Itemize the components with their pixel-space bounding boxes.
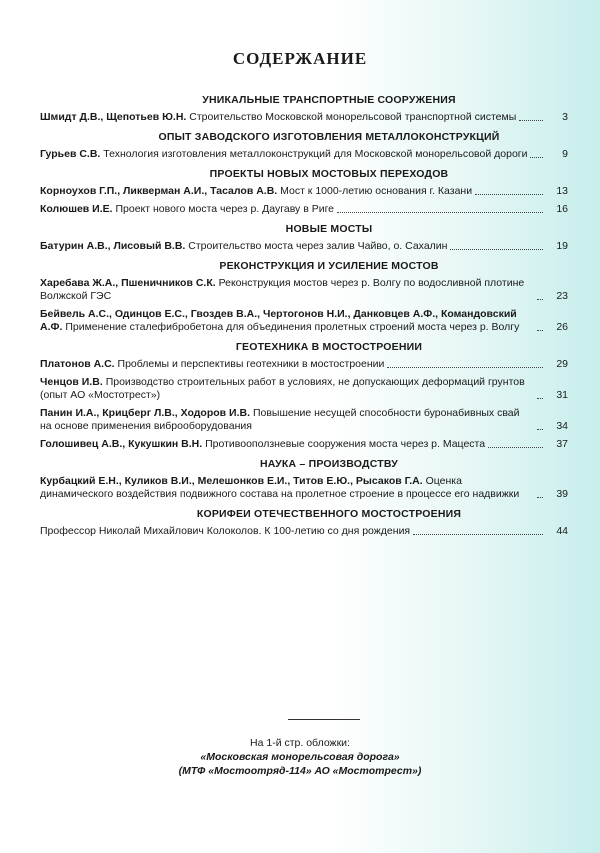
dot-leader	[537, 330, 543, 331]
dot-leader	[537, 299, 543, 300]
toc-entry[interactable]	[40, 185, 568, 198]
cover-note	[0, 736, 600, 778]
toc-entry[interactable]	[40, 358, 568, 371]
entry-title: Противооползневые сооружения моста через р. Мацеста	[205, 438, 486, 450]
section-heading: ГЕОТЕХНИКА В МОСТОСТРОЕНИИ	[235, 341, 423, 353]
dot-leader	[530, 157, 543, 158]
toc-section	[40, 223, 568, 253]
entry-title: Применение сталефибробетона для объединения пролетных строений моста через р. Волгу	[65, 321, 520, 333]
cover-title: «Московская монорельсовая дорога»	[200, 751, 400, 763]
toc-section	[40, 341, 568, 451]
dot-leader	[450, 249, 543, 250]
entry-authors: Бейвель А.С., Одинцов Е.С., Гвоздев В.А., Чертогонов Н.И., Данковцев А.Ф., Командовский А.Ф.	[40, 308, 517, 333]
entry-title: Мост к 1000-летию основания г. Казани	[280, 185, 473, 197]
dot-leader	[488, 447, 543, 448]
cover-credit: (МТФ «Мостоотряд-114» АО «Мостотрест»)	[178, 765, 422, 777]
entry-title: Технология изготовления металлоконструкций для Московской монорельсовой дороги	[103, 148, 528, 160]
entry-text	[40, 148, 527, 161]
entry-text	[40, 240, 447, 253]
toc-entry[interactable]	[40, 525, 568, 538]
toc-section	[40, 508, 568, 538]
page-number: 29	[556, 358, 568, 370]
entry-text	[40, 111, 516, 124]
page-number: 9	[562, 148, 568, 160]
entry-authors: Гурьев С.В.	[40, 148, 101, 160]
page-number: 44	[556, 525, 568, 537]
entry-title: Проект нового моста через р. Даугаву в Риге	[115, 203, 335, 215]
toc-section	[40, 131, 568, 161]
entry-authors: Харебава Ж.А., Пшеничников С.К.	[40, 277, 216, 289]
toc-entry[interactable]	[40, 277, 568, 303]
entry-authors: Корноухов Г.П., Ликверман А.И., Тасалов А.В.	[40, 185, 278, 197]
entry-title: Повышение несущей способности буронабивных свай на основе применения виброоборудования	[40, 407, 520, 432]
dot-leader	[387, 367, 543, 368]
toc-entry[interactable]	[40, 308, 568, 334]
section-heading: ОПЫТ ЗАВОДСКОГО ИЗГОТОВЛЕНИЯ МЕТАЛЛОКОНСТРУКЦИЙ	[158, 131, 500, 143]
section-heading: ПРОЕКТЫ НОВЫХ МОСТОВЫХ ПЕРЕХОДОВ	[209, 168, 449, 180]
entry-title: Строительство моста через залив Чайво, о. Сахалин	[188, 240, 448, 252]
section-heading: НОВЫЕ МОСТЫ	[285, 223, 373, 235]
toc-section	[40, 458, 568, 501]
page-number: 34	[556, 420, 568, 432]
page-number: 16	[556, 203, 568, 215]
entry-authors: Голошивец А.В., Кукушкин В.Н.	[40, 438, 203, 450]
toc-entry[interactable]	[40, 240, 568, 253]
entry-authors: Платонов А.С.	[40, 358, 115, 370]
page-number: 3	[562, 111, 568, 123]
page-number: 31	[556, 389, 568, 401]
entry-text	[40, 376, 534, 402]
page-number: 26	[556, 321, 568, 333]
toc-entry[interactable]	[40, 111, 568, 124]
dot-leader	[537, 429, 543, 430]
entry-text	[40, 277, 534, 303]
entry-title: Производство строительных работ в условиях, не допускающих деформаций грунтов (опыт АО «Мостотрест»)	[40, 376, 525, 401]
page-number: 13	[556, 185, 568, 197]
toc-entry[interactable]	[40, 148, 568, 161]
toc-entry[interactable]	[40, 407, 568, 433]
dot-leader	[537, 497, 543, 498]
entry-authors: Батурин А.В., Лисовый В.В.	[40, 240, 186, 252]
section-heading: КОРИФЕИ ОТЕЧЕСТВЕННОГО МОСТОСТРОЕНИЯ	[196, 508, 462, 520]
toc-section	[40, 260, 568, 334]
entry-text	[40, 308, 534, 334]
cover-label: На 1-й стр. обложки:	[250, 737, 350, 749]
entry-title: Реконструкция мостов через р. Волгу по водосливной плотине Волжской ГЭС	[40, 277, 525, 302]
toc-entry[interactable]	[40, 438, 568, 451]
entry-title: Оценка динамического воздействия подвижного состава на пролетное строение в процессе его надвижки	[40, 475, 520, 500]
page-number: 19	[556, 240, 568, 252]
entry-title: Строительство Московской монорельсовой транспортной системы	[189, 111, 517, 123]
toc-section	[40, 94, 568, 124]
entry-authors: Ченцов И.В.	[40, 376, 103, 388]
section-heading: РЕКОНСТРУКЦИЯ И УСИЛЕНИЕ МОСТОВ	[219, 260, 439, 272]
entry-text	[40, 203, 334, 216]
section-heading: УНИКАЛЬНЫЕ ТРАНСПОРТНЫЕ СООРУЖЕНИЯ	[202, 94, 456, 106]
page-number: 39	[556, 488, 568, 500]
entry-text	[40, 438, 485, 451]
toc-entry[interactable]	[40, 376, 568, 402]
page-title: СОДЕРЖАНИЕ	[232, 49, 368, 68]
dot-leader	[337, 212, 543, 213]
entry-title: Профессор Николай Михайлович Колоколов. К 100-летию со дня рождения	[40, 525, 411, 537]
entry-authors: Колюшев И.Е.	[40, 203, 113, 215]
toc-entry[interactable]	[40, 475, 568, 501]
toc-section	[40, 168, 568, 216]
entry-text	[40, 407, 534, 433]
dot-leader	[519, 120, 543, 121]
dot-leader	[537, 398, 543, 399]
section-heading: НАУКА – ПРОИЗВОДСТВУ	[260, 458, 398, 470]
table-of-contents	[40, 94, 568, 545]
entry-text	[40, 185, 472, 198]
entry-text	[40, 525, 410, 538]
entry-authors: Панин И.А., Крицберг Л.В., Ходоров И.В.	[40, 407, 251, 419]
dot-leader	[413, 534, 543, 535]
page-number: 37	[556, 438, 568, 450]
toc-entry[interactable]	[40, 203, 568, 216]
entry-authors: Шмидт Д.В., Щепотьев Ю.Н.	[40, 111, 187, 123]
entry-authors: Курбацкий Е.Н., Куликов В.И., Мелешонков Е.И., Титов Е.Ю., Рысаков Г.А.	[40, 475, 423, 487]
dot-leader	[475, 194, 543, 195]
divider	[288, 719, 360, 720]
entry-text	[40, 358, 384, 371]
page-number: 23	[556, 290, 568, 302]
entry-text	[40, 475, 534, 501]
entry-title: Проблемы и перспективы геотехники в мостостроении	[117, 358, 385, 370]
